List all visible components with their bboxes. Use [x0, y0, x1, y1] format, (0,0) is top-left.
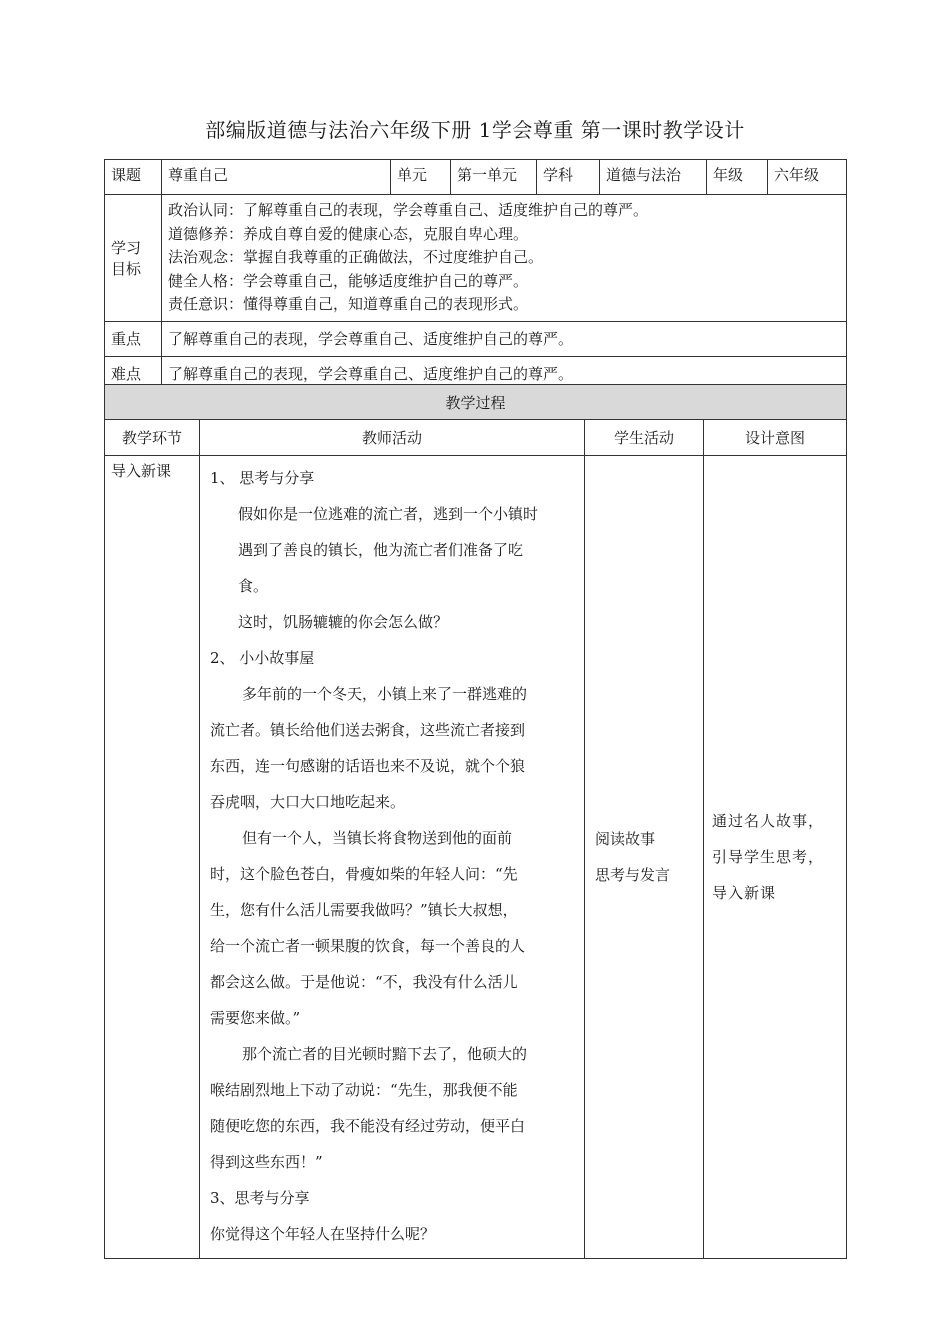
section-heading: 2、 小小故事屋	[210, 649, 315, 667]
objective-item: 道德修养：养成自尊自爱的健康心态，克服自卑心理。	[168, 224, 529, 243]
process-body-row	[105, 456, 847, 1259]
objective-item: 健全人格：学会尊重自己，能够适度维护自己的尊严。	[168, 271, 529, 290]
header-teacher: 教师活动	[200, 420, 585, 456]
header-stage: 教学环节	[105, 420, 200, 456]
stage-cell: 导入新课	[105, 456, 200, 1259]
objective-item: 责任意识：懂得尊重自己，知道尊重自己的表现形式。	[168, 295, 529, 314]
info-row	[105, 160, 847, 195]
process-header-row	[105, 420, 847, 456]
section-heading: 3、思考与分享	[210, 1189, 310, 1207]
student-activity: 阅读故事 思考与发言	[585, 456, 704, 1259]
grade-value: 六年级	[768, 160, 847, 195]
difficulty-text: 了解尊重自己的表现，学会尊重自己、适度维护自己的尊严。	[162, 356, 847, 391]
objective-item: 政治认同：了解尊重自己的表现，学会尊重自己、适度维护自己的尊严。	[168, 201, 649, 219]
process-title: 教学过程	[105, 385, 847, 420]
unit-value: 第一单元	[451, 160, 537, 195]
objectives-row	[105, 195, 847, 322]
topic-label: 课题	[105, 160, 162, 195]
objectives-label: 学习 目标	[105, 195, 162, 322]
grade-label: 年级	[707, 160, 768, 195]
header-design: 设计意图	[704, 420, 847, 456]
document-title: 部编版道德与法治六年级下册 1学会尊重 第一课时教学设计	[205, 118, 745, 142]
info-table	[104, 159, 847, 392]
objective-item: 法治观念：掌握自我尊重的正确做法，不过度维护自己。	[168, 248, 544, 267]
difficulty-label: 难点	[105, 356, 162, 391]
objectives-list	[162, 195, 847, 322]
design-intent: 通过名人故事， 引导学生思考， 导入新课	[704, 456, 847, 1259]
teacher-activity: 1、 思考与分享 假如你是一位逃难的流亡者，逃到一个小镇时 遇到了善良的镇长，他为流亡者们准备了吃 食。 这时，饥肠辘辘的你会怎么做？ 2、 小小故事屋 多年前的一个冬天，小镇上来了一群逃难的 流亡者。镇长给他们送去粥食，这些流亡者接到 东西，连一句感谢的话语也来不及说，就个个狼 吞虎咽，大口大口地吃起来。 但有一个人，当镇长将食物送到他的面前 时，这个脸色苍白，骨瘦如柴的年轻人问：“先 生，您有什么活儿需要我做吗？”镇长大叔想， 给一个流亡者一顿果腹的饮食，每一个善良的人 都会这么做。于是他说：“不，我没有什么活儿 需要您来做。” 那个流亡者的目光顿时黯下去了，他硕大的 喉结剧烈地上下动了动说：“先生，那我便不能 随便吃您的东西，我不能没有经过劳动，便平白 得到这些东西！” 3、思考与分享 你觉得这个年轻人在坚持什么呢？	[200, 456, 585, 1259]
subject-label: 学科	[537, 160, 600, 195]
unit-label: 单元	[391, 160, 451, 195]
key-point-text: 了解尊重自己的表现，学会尊重自己、适度维护自己的尊严。	[162, 321, 847, 356]
header-student: 学生活动	[585, 420, 704, 456]
process-table	[104, 384, 847, 1259]
topic-value: 尊重自己	[162, 160, 391, 195]
key-point-label: 重点	[105, 321, 162, 356]
subject-value: 道德与法治	[600, 160, 707, 195]
section-heading: 1、 思考与分享	[210, 469, 315, 487]
key-point-row	[105, 321, 847, 356]
